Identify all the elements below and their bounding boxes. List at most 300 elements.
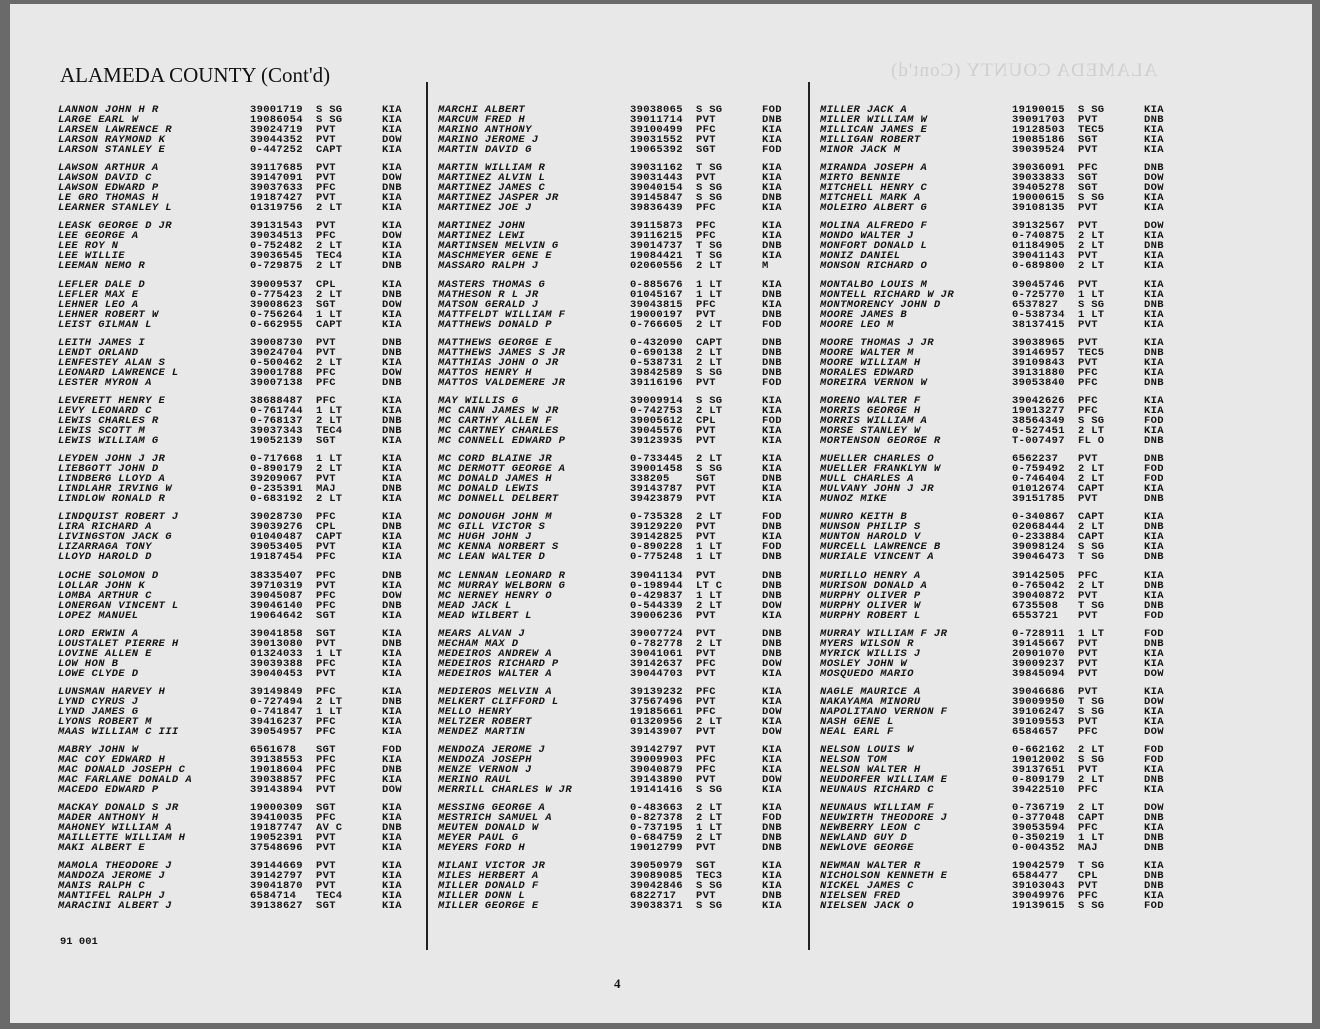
entry-grade: PVT [696,744,716,757]
entry-status: FOD [1144,463,1164,476]
entry-status: KIA [382,511,402,524]
entry-status: KIA [382,240,402,253]
entry-status: DNB [762,346,782,359]
entry-serial-number: 39116196 [630,376,683,389]
entry-status: DOW [382,589,402,602]
entry-name: MESTRICH SAMUEL A [438,812,552,825]
roster-entry [58,727,438,737]
entry-status: KIA [762,202,782,215]
entry-status: DOW [762,705,782,718]
entry-grade: T SG [1078,860,1105,873]
entry-grade: PFC [696,220,716,233]
entry-grade: 1 LT [696,589,723,602]
entry-serial-number: 39139232 [630,685,683,698]
entry-status: KIA [1144,394,1164,407]
entry-name: MC CONNELL EDWARD P [438,434,566,447]
entry-serial-number: 0-662162 [1012,744,1065,757]
entry-grade: PFC [316,715,336,728]
entry-grade: 2 LT [316,202,343,215]
entry-serial-number: 39117685 [250,162,303,175]
entry-status: KIA [1144,483,1164,496]
roster-entry [820,591,1200,601]
entry-serial-number: 39100499 [630,124,683,136]
roster-entry [438,571,818,581]
entry-name: LEVERETT HENRY E [58,394,166,407]
entry-name: MOLINA ALFREDO F [820,220,928,233]
page-title: ALAMEDA COUNTY (Cont'd) [60,63,331,87]
entry-grade: PVT [696,774,716,787]
entry-name: MURCELL LAWRENCE B [820,541,941,554]
entry-name: MILANI VICTOR JR [438,860,546,873]
entry-status: DNB [762,569,782,582]
entry-status: KIA [1144,511,1164,524]
entry-status: DNB [1144,493,1164,506]
entry-grade: S SG [696,192,723,205]
entry-grade: PFC [316,551,336,564]
entry-serial-number: 39024704 [250,346,303,359]
entry-grade: S SG [696,366,723,379]
roster-entry [58,320,438,330]
entry-status: DOW [1144,182,1164,195]
roster-group [438,512,818,570]
roster-entry [820,785,1200,795]
entry-grade: SGT [316,298,336,311]
entry-name: MUNOZ MIKE [820,493,888,506]
roster-group [820,687,1200,745]
entry-name: LARSON STANLEY E [58,144,166,156]
entry-grade: SGT [316,434,336,447]
entry-status: FOD [762,511,782,524]
entry-status: KIA [762,764,782,777]
entry-status: DNB [762,551,782,564]
roster-entry [820,145,1200,155]
entry-name: MARTIN WILLIAM R [438,162,546,175]
entry-name: MITCHELL MARK A [820,192,921,205]
entry-name: LOCHE SOLOMON D [58,569,159,582]
entry-grade: S SG [1078,192,1105,205]
entry-serial-number: T-007497 [1012,434,1065,447]
entry-status: KIA [382,531,402,544]
roster-group [820,280,1200,338]
entry-grade: PVT [696,521,716,534]
entry-grade: 2 LT [1078,473,1105,486]
entry-name: LINDLAHR IRVING W [58,483,172,496]
entry-grade: 1 LT [696,288,723,301]
entry-status: KIA [382,870,402,883]
roster-group [820,629,1200,687]
roster-entry [438,436,818,446]
entry-serial-number: 38335407 [250,569,303,582]
entry-name: MANTIFEL RALPH J [58,890,166,903]
entry-serial-number: 19139615 [1012,900,1065,913]
roster-entry [820,552,1200,562]
entry-grade: 2 LT [1078,240,1105,253]
entry-grade: PFC [316,511,336,524]
entry-serial-number: 01045167 [630,288,683,301]
entry-name: MACEDO EDWARD P [58,784,159,797]
entry-grade: S SG [696,394,723,407]
entry-name: LOW HON B [58,657,119,670]
entry-serial-number: 20901070 [1012,647,1065,660]
entry-serial-number: 39043815 [630,298,683,311]
entry-grade: CAPT [696,336,723,349]
entry-name: LAWSON DAVID C [58,172,152,185]
entry-name: MUELLER CHARLES O [820,453,934,466]
entry-grade: PFC [316,182,336,195]
entry-serial-number: 39038857 [250,774,303,787]
entry-serial-number: 0-775248 [630,551,683,564]
entry-name: MAAS WILLIAM C III [58,725,179,738]
entry-name: MASCHMEYER GENE E [438,250,552,263]
entry-serial-number: 0-727494 [250,695,303,708]
entry-serial-number: 01319756 [250,202,303,215]
roster-entry [820,611,1200,621]
entry-serial-number: 6553721 [1012,609,1059,622]
entry-name: NIELSEN JACK O [820,900,914,913]
entry-grade: SGT [316,802,336,815]
entry-serial-number: 39040872 [1012,589,1065,602]
roster-entry [58,581,438,591]
entry-status: DNB [762,473,782,486]
roster-entry [58,571,438,581]
entry-grade: T SG [696,250,723,263]
entry-serial-number: 6537827 [1012,298,1059,311]
entry-name: MEYER PAUL G [438,832,519,845]
entry-serial-number: 0-483663 [630,802,683,815]
entry-name: LEWIS SCOTT M [58,424,146,437]
entry-name: LEHNER LEO A [58,298,139,311]
entry-grade: T SG [1078,551,1105,564]
entry-serial-number: 19012799 [630,842,683,855]
entry-serial-number: 39007724 [630,627,683,640]
entry-serial-number: 39024719 [250,124,303,136]
entry-status: DNB [762,308,782,321]
entry-serial-number: 0-690138 [630,346,683,359]
entry-name: LINDLOW RONALD R [58,493,166,506]
entry-status: KIA [762,463,782,476]
entry-serial-number: 39836439 [630,202,683,215]
entry-name: MILLER JACK A [820,104,908,116]
entry-name: MAC DONALD JOSEPH C [58,764,186,777]
entry-serial-number: 0-429837 [630,589,683,602]
entry-status: DOW [382,298,402,311]
entry-status: KIA [382,715,402,728]
entry-grade: PVT [696,725,716,738]
entry-status: KIA [1144,569,1164,582]
entry-status: DOW [1144,667,1164,680]
roster-entry [820,727,1200,737]
roster-entry [438,727,818,737]
entry-name: MAC COY EDWARD H [58,754,166,767]
entry-grade: SGT [1078,182,1098,195]
roster-group [438,396,818,454]
entry-grade: PFC [316,657,336,670]
roster-group [58,396,438,454]
roster-entry [58,669,438,679]
entry-grade: PVT [316,473,336,486]
entry-name: MONFORT DONALD L [820,240,928,253]
entry-status: KIA [382,860,402,873]
entry-grade: PVT [696,569,716,582]
entry-name: MATTHEWS GEORGE E [438,336,552,349]
entry-status: DNB [762,842,782,855]
entry-grade: S SG [696,463,723,476]
entry-serial-number: 39050979 [630,860,683,873]
entry-grade: S SG [1078,414,1105,427]
entry-serial-number: 39009903 [630,754,683,767]
roster-group [438,803,818,861]
entry-grade: SGT [1078,172,1098,185]
entry-grade: MAJ [316,483,336,496]
entry-serial-number: 19065392 [630,144,683,156]
entry-grade: PVT [316,192,336,205]
entry-status: DNB [1144,842,1164,855]
entry-grade: TEC4 [316,250,343,263]
entry-serial-number: 39033833 [1012,172,1065,185]
entry-name: MEDEIROS ANDREW A [438,647,552,660]
entry-status: KIA [382,124,402,136]
entry-name: MEYERS FORD H [438,842,526,855]
entry-name: MESSING GEORGE A [438,802,546,815]
entry-grade: SGT [696,473,716,486]
entry-name: LARSON RAYMOND K [58,134,166,146]
entry-status: DNB [1144,774,1164,787]
entry-name: MERRILL CHARLES W JR [438,784,573,797]
entry-grade: T SG [696,240,723,253]
entry-status: DNB [762,637,782,650]
entry-serial-number: 0-736719 [1012,802,1065,815]
entry-serial-number: 39106247 [1012,705,1065,718]
entry-status: DNB [1144,579,1164,592]
entry-name: LENDT ORLAND [58,346,139,359]
entry-status: FOD [762,104,782,116]
entry-status: DNB [762,192,782,205]
entry-status: KIA [382,579,402,592]
entry-grade: 2 LT [316,414,343,427]
entry-grade: PFC [1078,404,1098,417]
roster-entry [438,552,818,562]
entry-serial-number: 39040453 [250,667,303,680]
entry-serial-number: 0-737195 [630,822,683,835]
entry-status: KIA [382,202,402,215]
entry-grade: PVT [696,531,716,544]
entry-serial-number: 39045087 [250,589,303,602]
entry-grade: PFC [316,774,336,787]
entry-grade: 2 LT [696,599,723,612]
entry-serial-number: 01040487 [250,531,303,544]
entry-grade: PVT [1078,144,1098,156]
entry-grade: PVT [1078,764,1098,777]
roster-column-3 [820,105,1200,920]
entry-grade: 2 LT [316,493,343,506]
entry-name: LEWIS WILLIAM G [58,434,159,447]
entry-status: KIA [1144,657,1164,670]
entry-name: MEARS ALVAN J [438,627,526,640]
entry-grade: 2 LT [696,715,723,728]
entry-status: FOD [1144,900,1164,913]
entry-grade: 1 LT [1078,832,1105,845]
entry-grade: S SG [1078,900,1105,913]
entry-status: FOD [1144,414,1164,427]
entry-status: DOW [1144,802,1164,815]
entry-name: LLOYD HAROLD D [58,551,152,564]
entry-status: DNB [382,424,402,437]
entry-grade: PFC [1078,725,1098,738]
entry-name: LEONARD LAWRENCE L [58,366,179,379]
entry-name: MIRTO BENNIE [820,172,901,185]
entry-status: DNB [762,356,782,369]
entry-grade: PVT [316,870,336,883]
entry-grade: PVT [316,860,336,873]
entry-serial-number: 0-684759 [630,832,683,845]
entry-name: LUNSMAN HARVEY H [58,685,166,698]
entry-status: KIA [762,609,782,622]
entry-name: MENDEZ MARTIN [438,725,526,738]
entry-status: KIA [1144,890,1164,903]
entry-name: LESTER MYRON A [58,376,152,389]
entry-serial-number: 39039524 [1012,144,1065,156]
entry-serial-number: 39146957 [1012,346,1065,359]
entry-grade: 1 LT [1078,288,1105,301]
entry-serial-number: 0-756264 [250,308,303,321]
entry-name: MERINO RAUL [438,774,512,787]
entry-status: DNB [382,414,402,427]
entry-status: DOW [762,599,782,612]
entry-status: KIA [1144,288,1164,301]
entry-status: DNB [1144,880,1164,893]
entry-name: LOVINE ALLEN E [58,647,152,660]
entry-name: MATTOS VALDEMERE JR [438,376,566,389]
entry-name: MELLO HENRY [438,705,512,718]
roster-group [58,454,438,512]
entry-grade: SGT [316,744,336,757]
entry-serial-number: 0-728911 [1012,627,1065,640]
entry-grade: S SG [316,104,343,116]
roster-entry [438,581,818,591]
roster-group [438,280,818,338]
entry-serial-number: 39001458 [630,463,683,476]
roster-entry [58,552,438,562]
entry-serial-number: 0-527451 [1012,424,1065,437]
entry-status: DNB [1144,434,1164,447]
entry-status: KIA [382,220,402,233]
entry-grade: 2 LT [696,346,723,359]
roster-entry [820,843,1200,853]
entry-name: NEUDORFER WILLIAM E [820,774,948,787]
entry-grade: 1 LT [696,551,723,564]
entry-grade: 2 LT [316,463,343,476]
entry-serial-number: 19187454 [250,551,303,564]
entry-grade: TEC3 [696,870,723,883]
entry-name: MURPHY ROBERT L [820,609,921,622]
entry-grade: 1 LT [316,308,343,321]
entry-serial-number: 0-350219 [1012,832,1065,845]
roster-entry [438,261,818,271]
roster-entry [58,378,438,388]
entry-serial-number: 39053594 [1012,822,1065,835]
entry-status: FOD [1144,754,1164,767]
entry-status: DNB [1144,637,1164,650]
entry-name: LEFLER DALE D [58,278,146,291]
roster-group [58,803,438,861]
entry-name: MILLER DONN L [438,890,526,903]
entry-grade: PVT [316,880,336,893]
entry-serial-number: 38137415 [1012,318,1065,331]
entry-name: LYND JAMES G [58,705,139,718]
entry-name: MAILLETTE WILLIAM H [58,832,186,845]
entry-status: KIA [382,473,402,486]
entry-serial-number: 39115873 [630,220,683,233]
entry-status: DNB [762,521,782,534]
entry-status: KIA [1144,764,1164,777]
entry-serial-number: 39089085 [630,870,683,883]
entry-status: KIA [382,356,402,369]
entry-serial-number: 19052139 [250,434,303,447]
entry-status: KIA [762,715,782,728]
entry-name: LEIST GILMAN L [58,318,152,331]
entry-status: KIA [1144,192,1164,205]
roster-group [820,803,1200,861]
entry-name: NEWLAND GUY D [820,832,908,845]
entry-name: NELSON LOUIS W [820,744,914,757]
entry-serial-number: 39147091 [250,172,303,185]
entry-name: MORTENSON GEORGE R [820,434,941,447]
entry-serial-number: 39031162 [630,162,683,175]
entry-status: DNB [762,589,782,602]
entry-status: KIA [1144,715,1164,728]
entry-grade: PVT [696,842,716,855]
entry-grade: PVT [316,124,336,136]
entry-name: MOORE JAMES B [820,308,908,321]
entry-grade: PFC [1078,162,1098,175]
entry-name: NEWMAN WALTER R [820,860,921,873]
entry-status: DNB [1144,812,1164,825]
entry-name: MOLEIRO ALBERT G [820,202,928,215]
entry-name: MC NERNEY HENRY O [438,589,552,602]
roster-entry [820,320,1200,330]
entry-name: MILLER WILLIAM W [820,114,928,126]
entry-serial-number: 0-890228 [630,541,683,554]
entry-status: KIA [382,318,402,331]
entry-name: MECHAM MAX D [438,637,519,650]
entry-grade: PVT [696,493,716,506]
entry-grade: 2 LT [696,832,723,845]
entry-grade: T SG [1078,695,1105,708]
entry-status: KIA [382,404,402,417]
entry-status: KIA [1144,589,1164,602]
entry-grade: LT C [696,579,723,592]
entry-grade: PFC [696,230,716,243]
entry-grade: PFC [316,569,336,582]
entry-status: KIA [382,890,402,903]
entry-name: MARACINI ALBERT J [58,900,172,913]
entry-name: MC HUGH JOHN J [438,531,532,544]
document-code: 91 001 [60,936,98,948]
entry-name: LOLLAR JOHN K [58,579,146,592]
entry-serial-number: 0-885676 [630,278,683,291]
entry-grade: S SG [316,114,343,126]
entry-status: KIA [382,394,402,407]
entry-grade: PFC [696,705,716,718]
entry-serial-number: 39845094 [1012,667,1065,680]
entry-grade: S SG [696,880,723,893]
entry-name: MURISON DONALD A [820,579,928,592]
entry-name: MOORE LEO M [820,318,894,331]
entry-grade: 2 LT [696,637,723,650]
entry-serial-number: 39007138 [250,376,303,389]
entry-status: KIA [1144,531,1164,544]
entry-name: MARTIN DAVID G [438,144,532,156]
